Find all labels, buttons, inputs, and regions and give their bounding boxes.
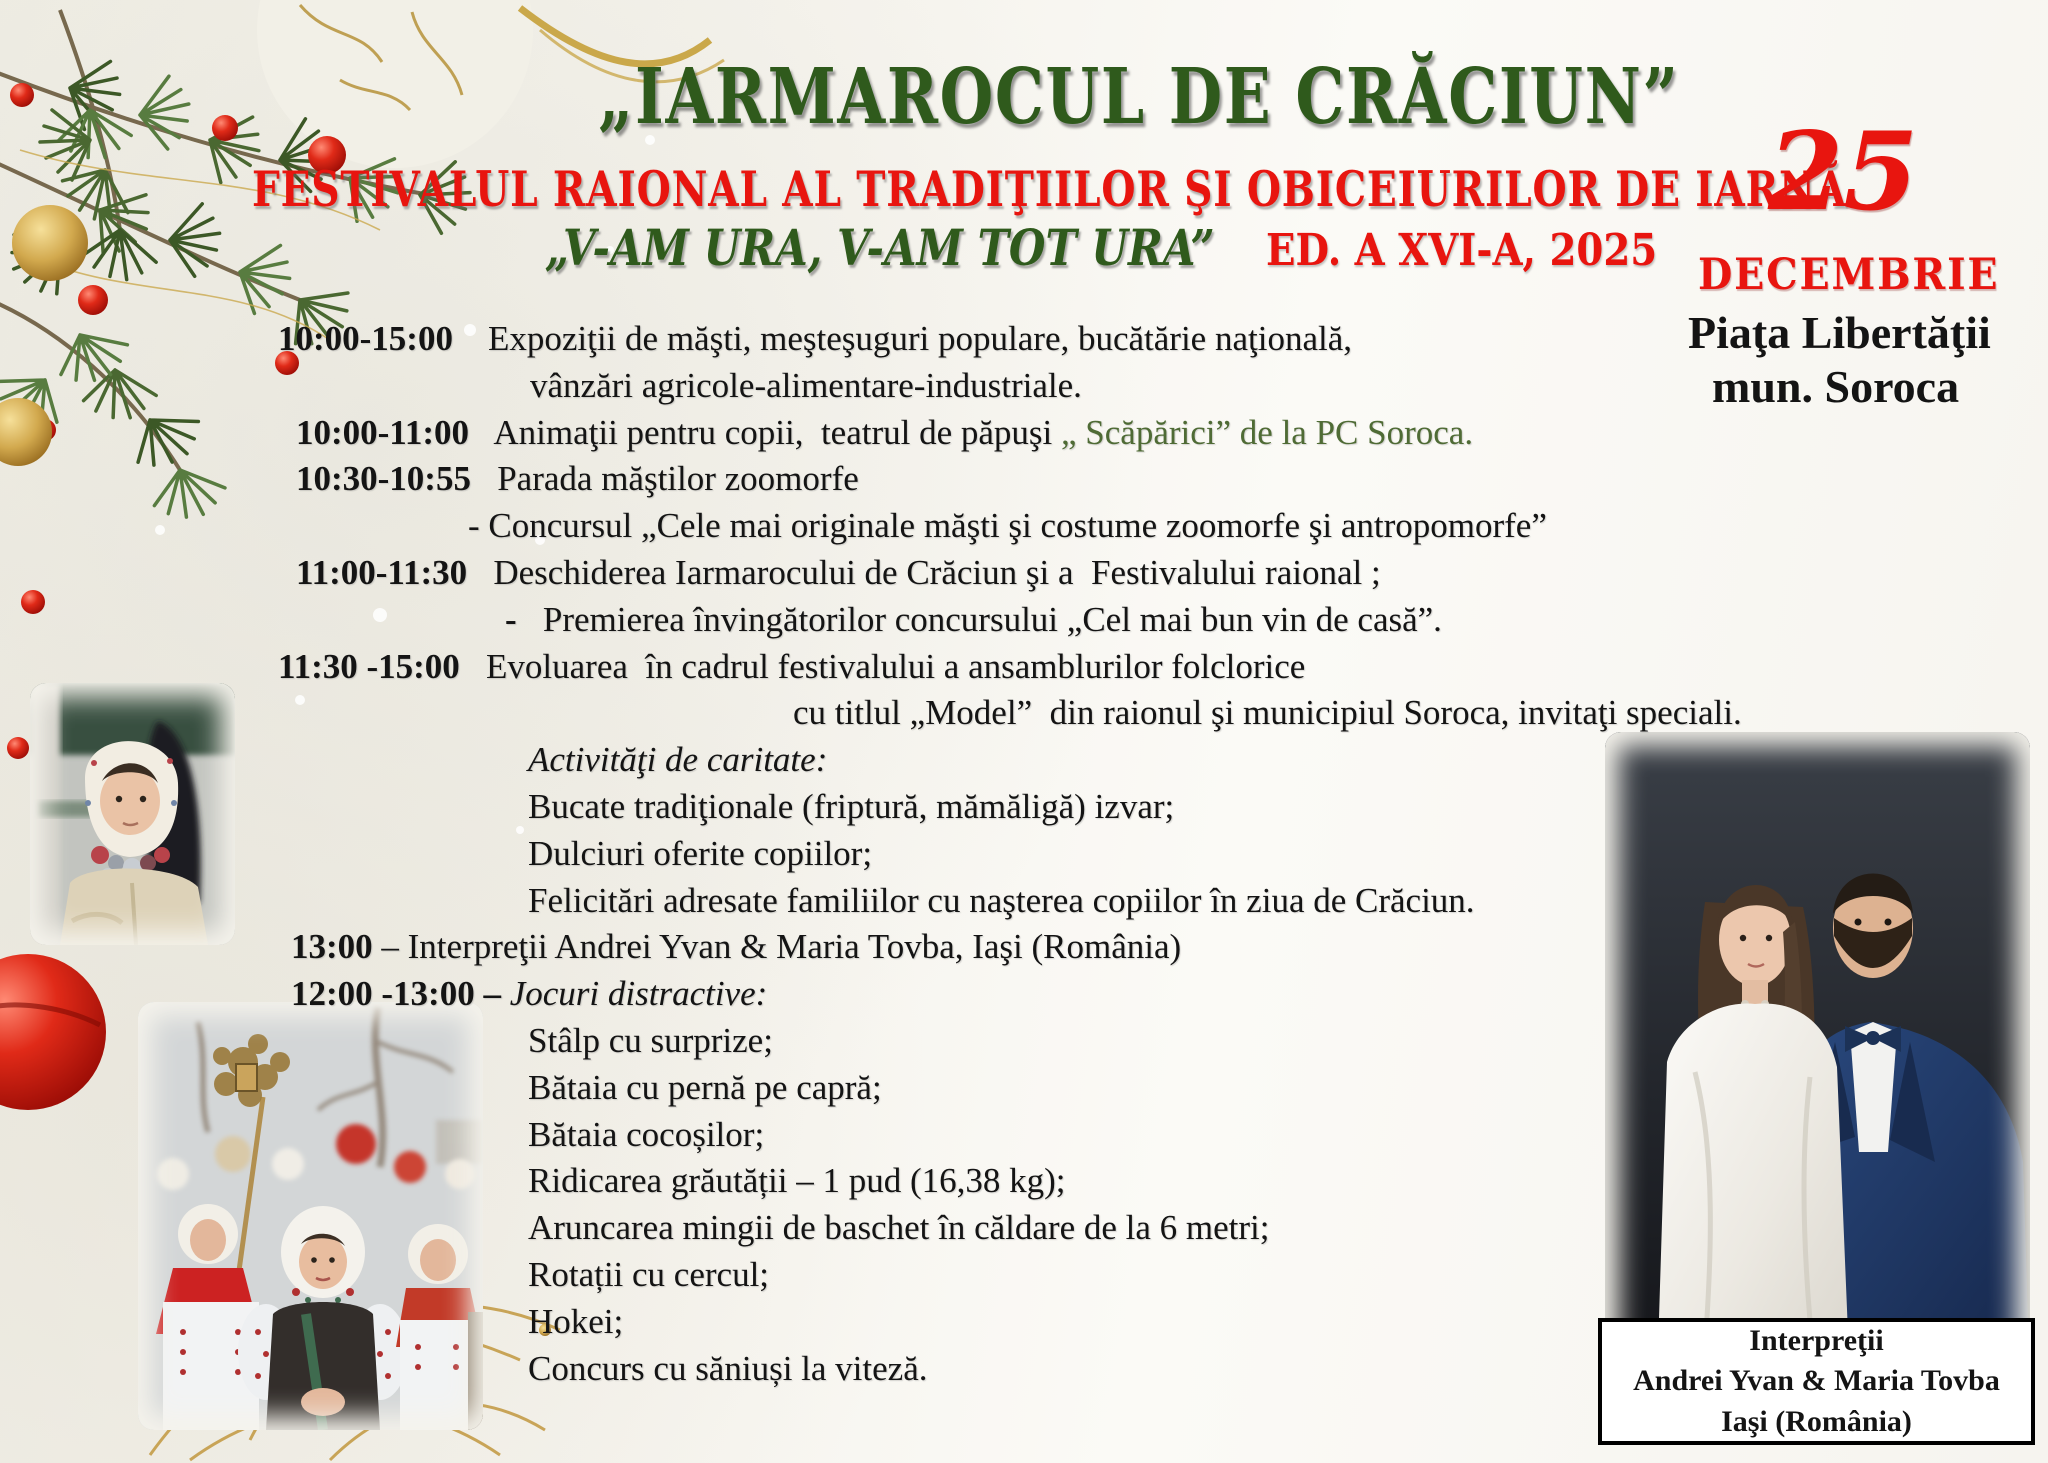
schedule-text-green: „ Scăpărici” de la PC Soroca. [1061,412,1474,452]
schedule-line [528,1020,773,1062]
schedule-text-r: Dulciuri oferite copiilor; [528,833,873,873]
schedule-text-r: Concurs cu săniuși la viteză. [528,1348,928,1388]
schedule-text-time: 10:00-11:00 [296,412,470,452]
schedule-line [528,1207,1269,1249]
schedule-text-r: vânzări agricole-alimentare-industriale. [530,365,1082,405]
event-location-line2: mun. Soroca [1712,361,1960,412]
schedule-text-time: 10:30-10:55 [296,459,471,499]
schedule-text-time: 10:00-15:00 [278,319,453,358]
schedule-text-i: Activităţi de caritate: [528,740,828,780]
photo-performers-couple [1605,732,2030,1382]
schedule-line [528,833,872,875]
schedule-text-time: 13:00 [291,927,373,967]
caption-line1: Interpreţii [1749,1323,1884,1357]
schedule-line [528,1160,1066,1202]
event-location-line1: Piaţa Libertăţii [1688,307,1991,358]
schedule-text-r: Bătaia cu pernă pe capră; [528,1067,882,1107]
schedule-text-r: Evoluarea în cadrul festivalului a ansamblurilor folclorice [459,646,1306,686]
event-month: DECEMBRIE [1698,250,2000,300]
schedule-line [528,739,827,781]
schedule-text-r: - Concursul „Cele mai originale măşti şi costume zoomorfe şi antropomorfe” [468,506,1547,546]
schedule-text-r: Felicitări adresate familiilor cu naşterea copiilor în ziua de Crăciun. [528,880,1475,920]
schedule-line [278,318,1352,360]
schedule-line [528,1067,882,1109]
schedule-line [528,1348,927,1390]
photo-folk-ensemble [138,1002,483,1430]
schedule-text-r: Expoziţii de măşti, meşteşuguri populare, bucătărie naţională, [452,319,1352,358]
schedule-text-r: cu titlul „Model” din raionul şi municipiul Soroca, invitaţi speciali. [793,693,1742,733]
schedule-text-r: Animaţii pentru copii, teatrul de păpuşi [469,412,1062,452]
schedule-line [793,692,1742,734]
schedule-text-r: Ridicarea grăutății – 1 pud (16,38 kg); [528,1161,1066,1201]
photo-child-winter [30,683,235,945]
schedule-text-r: Premierea învingătorilor concursului „Cel mai bun vin de casă”. [516,599,1442,639]
schedule-line [528,786,1174,828]
schedule-text-r: Bătaia cocoșilor; [528,1114,765,1154]
schedule-line [291,926,1181,968]
schedule-text-i: Jocuri distractive: [509,974,768,1014]
event-day: 25 [1768,109,1919,235]
performers-caption-box [1598,1318,2035,1445]
schedule-text-r: Deschiderea Iarmarocului de Crăciun şi a Festivalului raional ; [467,553,1381,592]
schedule-line [296,412,1473,454]
schedule-line [291,973,767,1015]
caption-line2: Andrei Yvan & Maria Tovba [1633,1364,2000,1398]
schedule-line [296,552,1381,594]
schedule-text-r: Hokei; [528,1301,624,1341]
schedule-text-time: 11:00-11:30 [296,553,468,592]
schedule-line [528,1114,764,1156]
schedule-line [528,1254,769,1296]
schedule-line [468,505,1547,547]
edition-text: ED. A XVI-A, 2025 [1266,225,1658,276]
schedule-text-r: Aruncarea mingii de baschet în căldare de la 6 metri; [528,1208,1270,1248]
schedule-line [296,458,859,500]
poster-subtitle: FESTIVALUL RAIONAL AL TRADIŢIILOR ŞI OBICEIURILOR DE IARNĂ [252,160,1847,218]
schedule-line [528,880,1475,922]
motto-text: „V-AM URA, V-AM TOT URA” [545,218,1215,277]
schedule-text-time: 12:00 -13:00 – [291,974,510,1014]
schedule-line [530,365,1082,407]
schedule-text-time: - [505,599,517,639]
poster-title: „IARMAROCUL DE CRĂCIUN” [598,52,1680,142]
schedule-text-r: Parada măştilor zoomorfe [470,459,859,499]
schedule-text-r: – Interpreţii Andrei Yvan & Maria Tovba, Iaşi (România) [372,927,1182,967]
schedule-line [528,1301,623,1343]
schedule-text-time: 11:30 -15:00 [278,646,460,686]
schedule-line [278,646,1305,688]
caption-line3: Iaşi (România) [1721,1404,1912,1438]
schedule-text-r: Stâlp cu surprize; [528,1021,773,1060]
schedule-text-r: Rotații cu cercul; [528,1255,770,1294]
schedule-line [505,599,1442,641]
motto-line [545,218,1711,277]
schedule-text-r: Bucate tradiţionale (friptură, mămăligă) izvar; [528,787,1175,826]
